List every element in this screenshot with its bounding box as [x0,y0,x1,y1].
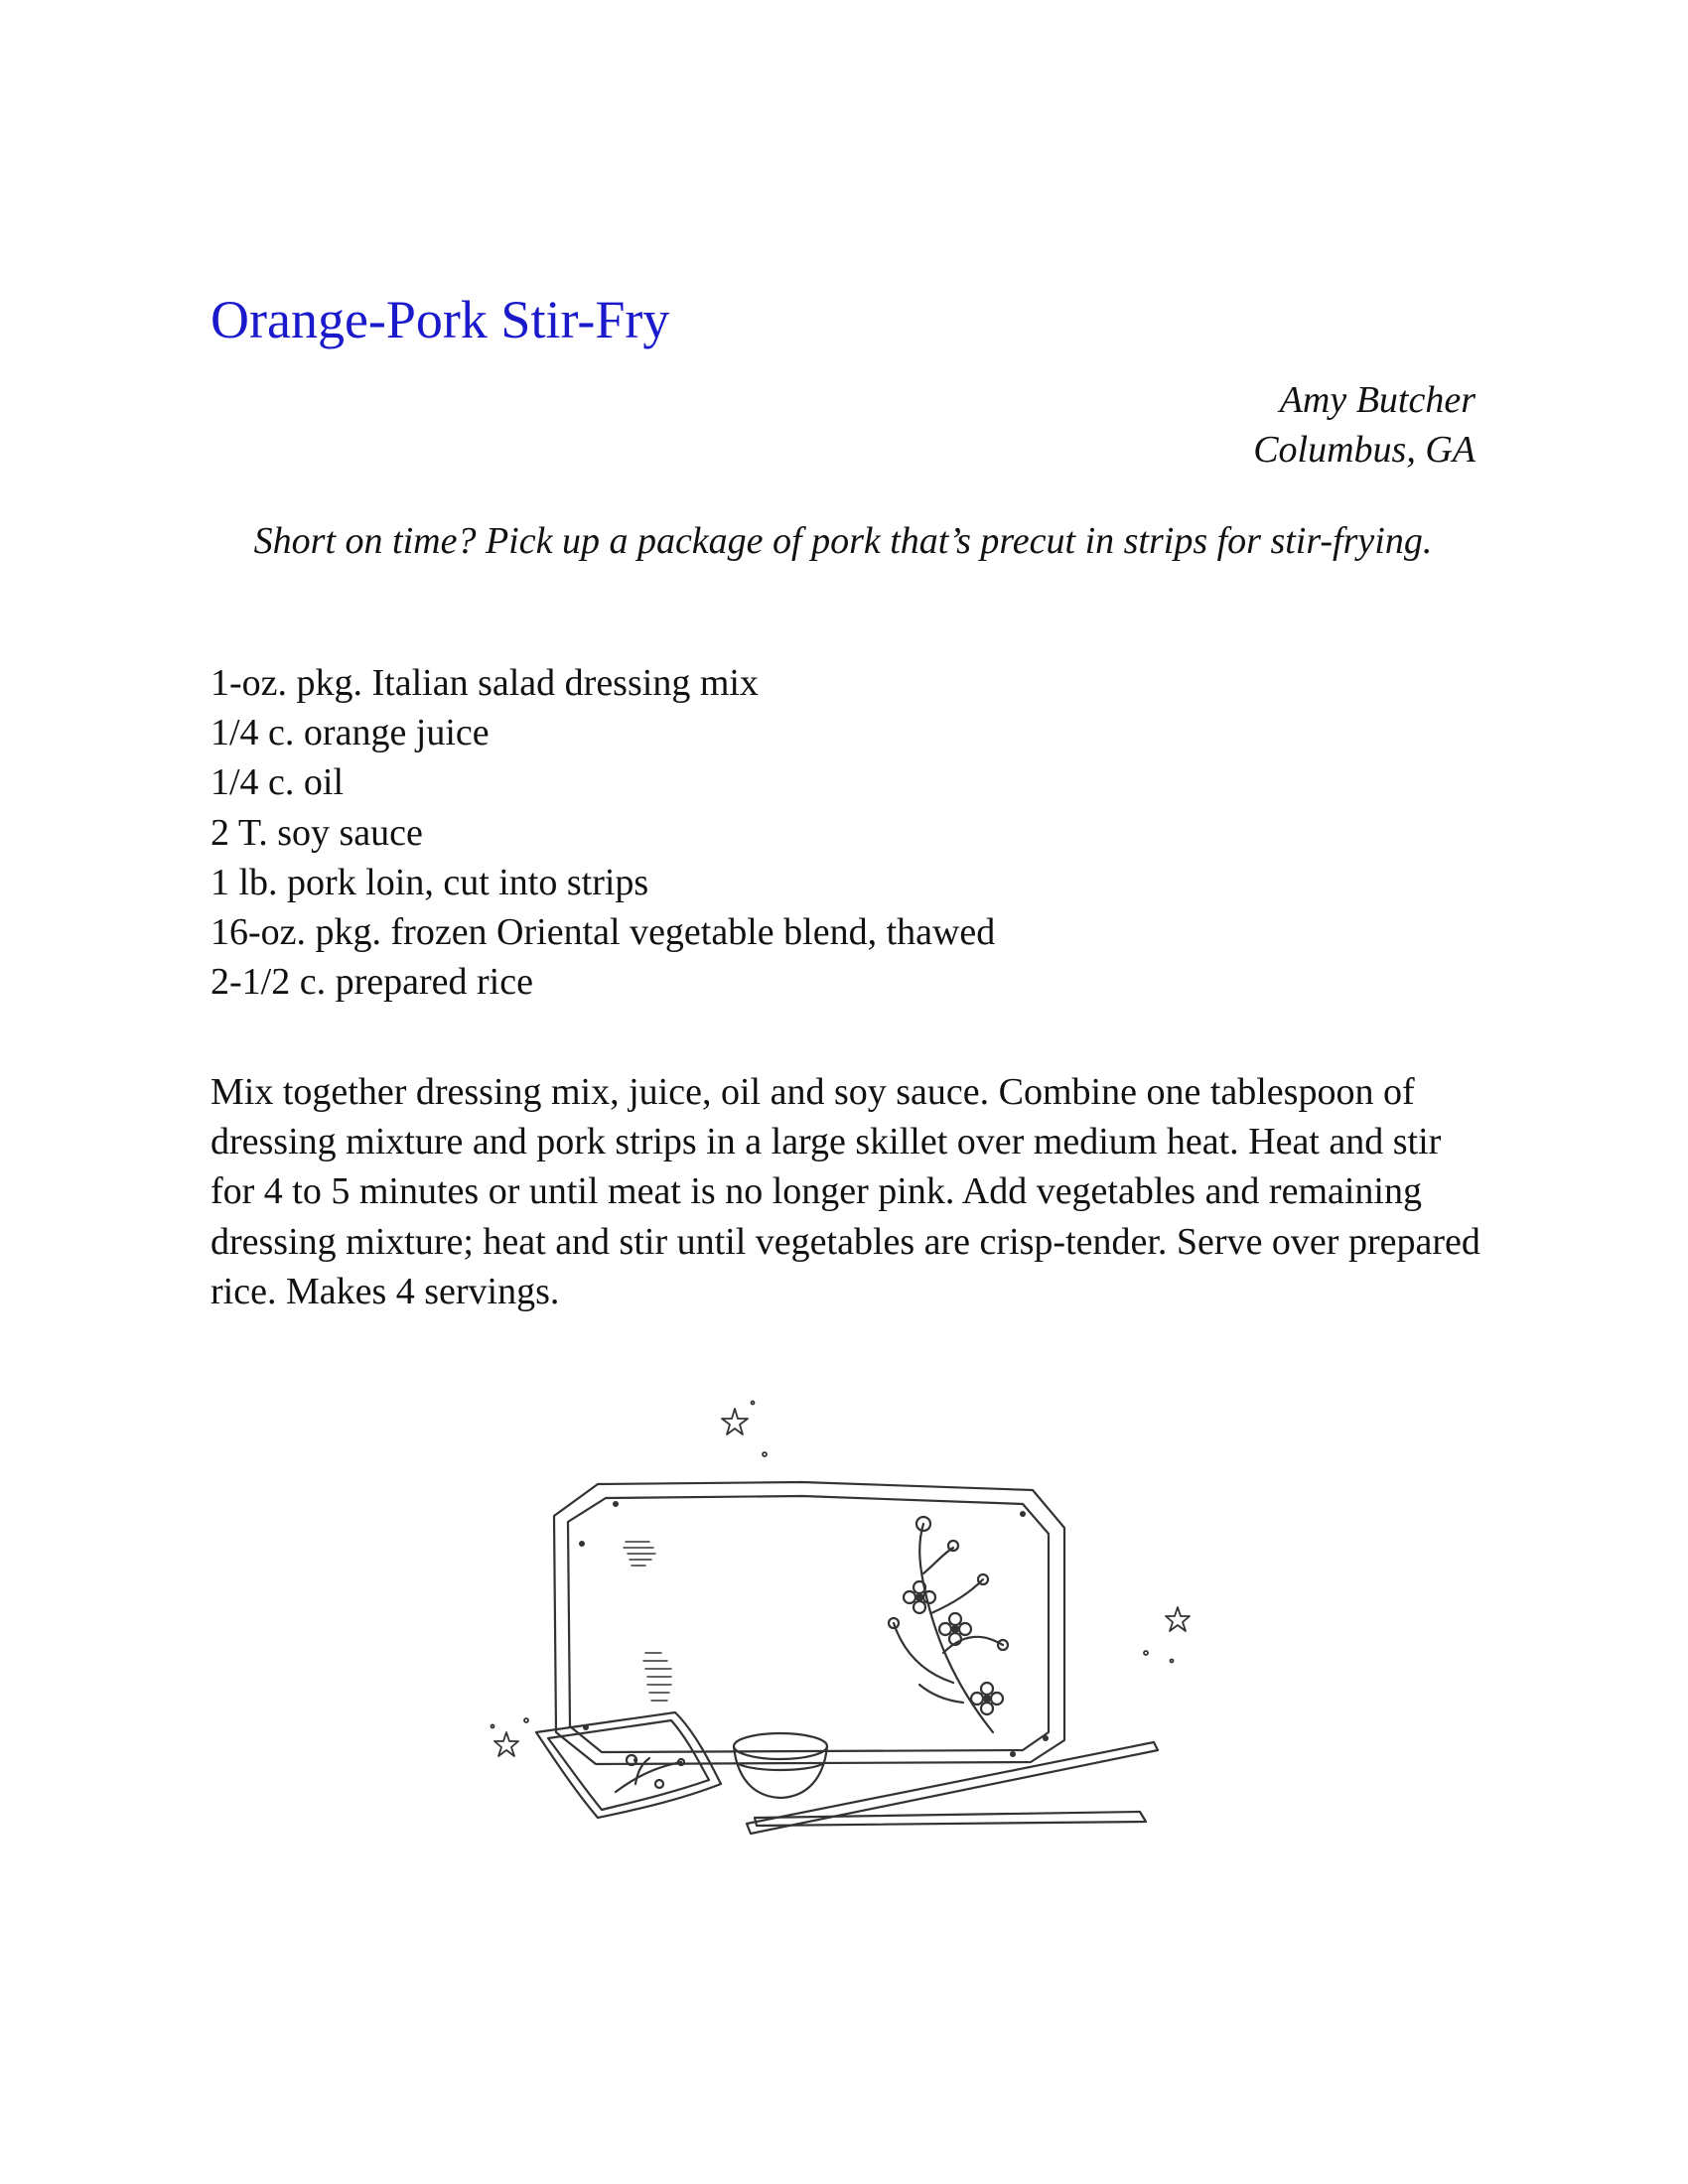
ingredient-item: 16-oz. pkg. frozen Oriental vegetable blend, thawed [211,911,996,954]
ingredient-item: 1 lb. pork loin, cut into strips [211,861,649,903]
author-name: Amy Butcher [1279,379,1476,421]
sparkle-icon [722,1402,767,1457]
recipe-directions: Mix together dressing mix, juice, oil and soy sauce. Combine one tablespoon of dressing mixture and pork strips in a large skillet over medium heat. Heat and stir for 4 to 5 minutes or until meat is no longer pink. Add vegetables and remaining dressing mixture; heat and stir until vegetables are crisp-tender. Serve over prepared rice. Makes 4 servings. [211,1071,1480,1312]
ingredient-item: 1-oz. pkg. Italian salad dressing mix [211,662,759,704]
ingredient-item: 2-1/2 c. prepared rice [211,961,533,1004]
ingredient-item: 1/4 c. oil [211,761,345,804]
ingredient-item: 2 T. soy sauce [211,811,423,854]
recipe-intro: Short on time? Pick up a package of pork that’s precut in strips for stir-frying. [253,520,1433,562]
small-dish [536,1712,721,1818]
author-location: Columbus, GA [1253,429,1476,471]
tea-cup [734,1733,827,1798]
blossom-icon [904,1581,935,1613]
sparkle-icon [492,1718,529,1756]
serving-tray [554,1482,1064,1764]
tableware-illustration [487,1385,1201,1881]
recipe-title: Orange-Pork Stir-Fry [211,290,670,349]
ingredient-item: 1/4 c. orange juice [211,712,490,754]
blossom-icon [939,1613,971,1645]
ingredient-list [211,658,995,1007]
sparkle-icon [1144,1607,1190,1663]
author-byline [1253,375,1476,475]
